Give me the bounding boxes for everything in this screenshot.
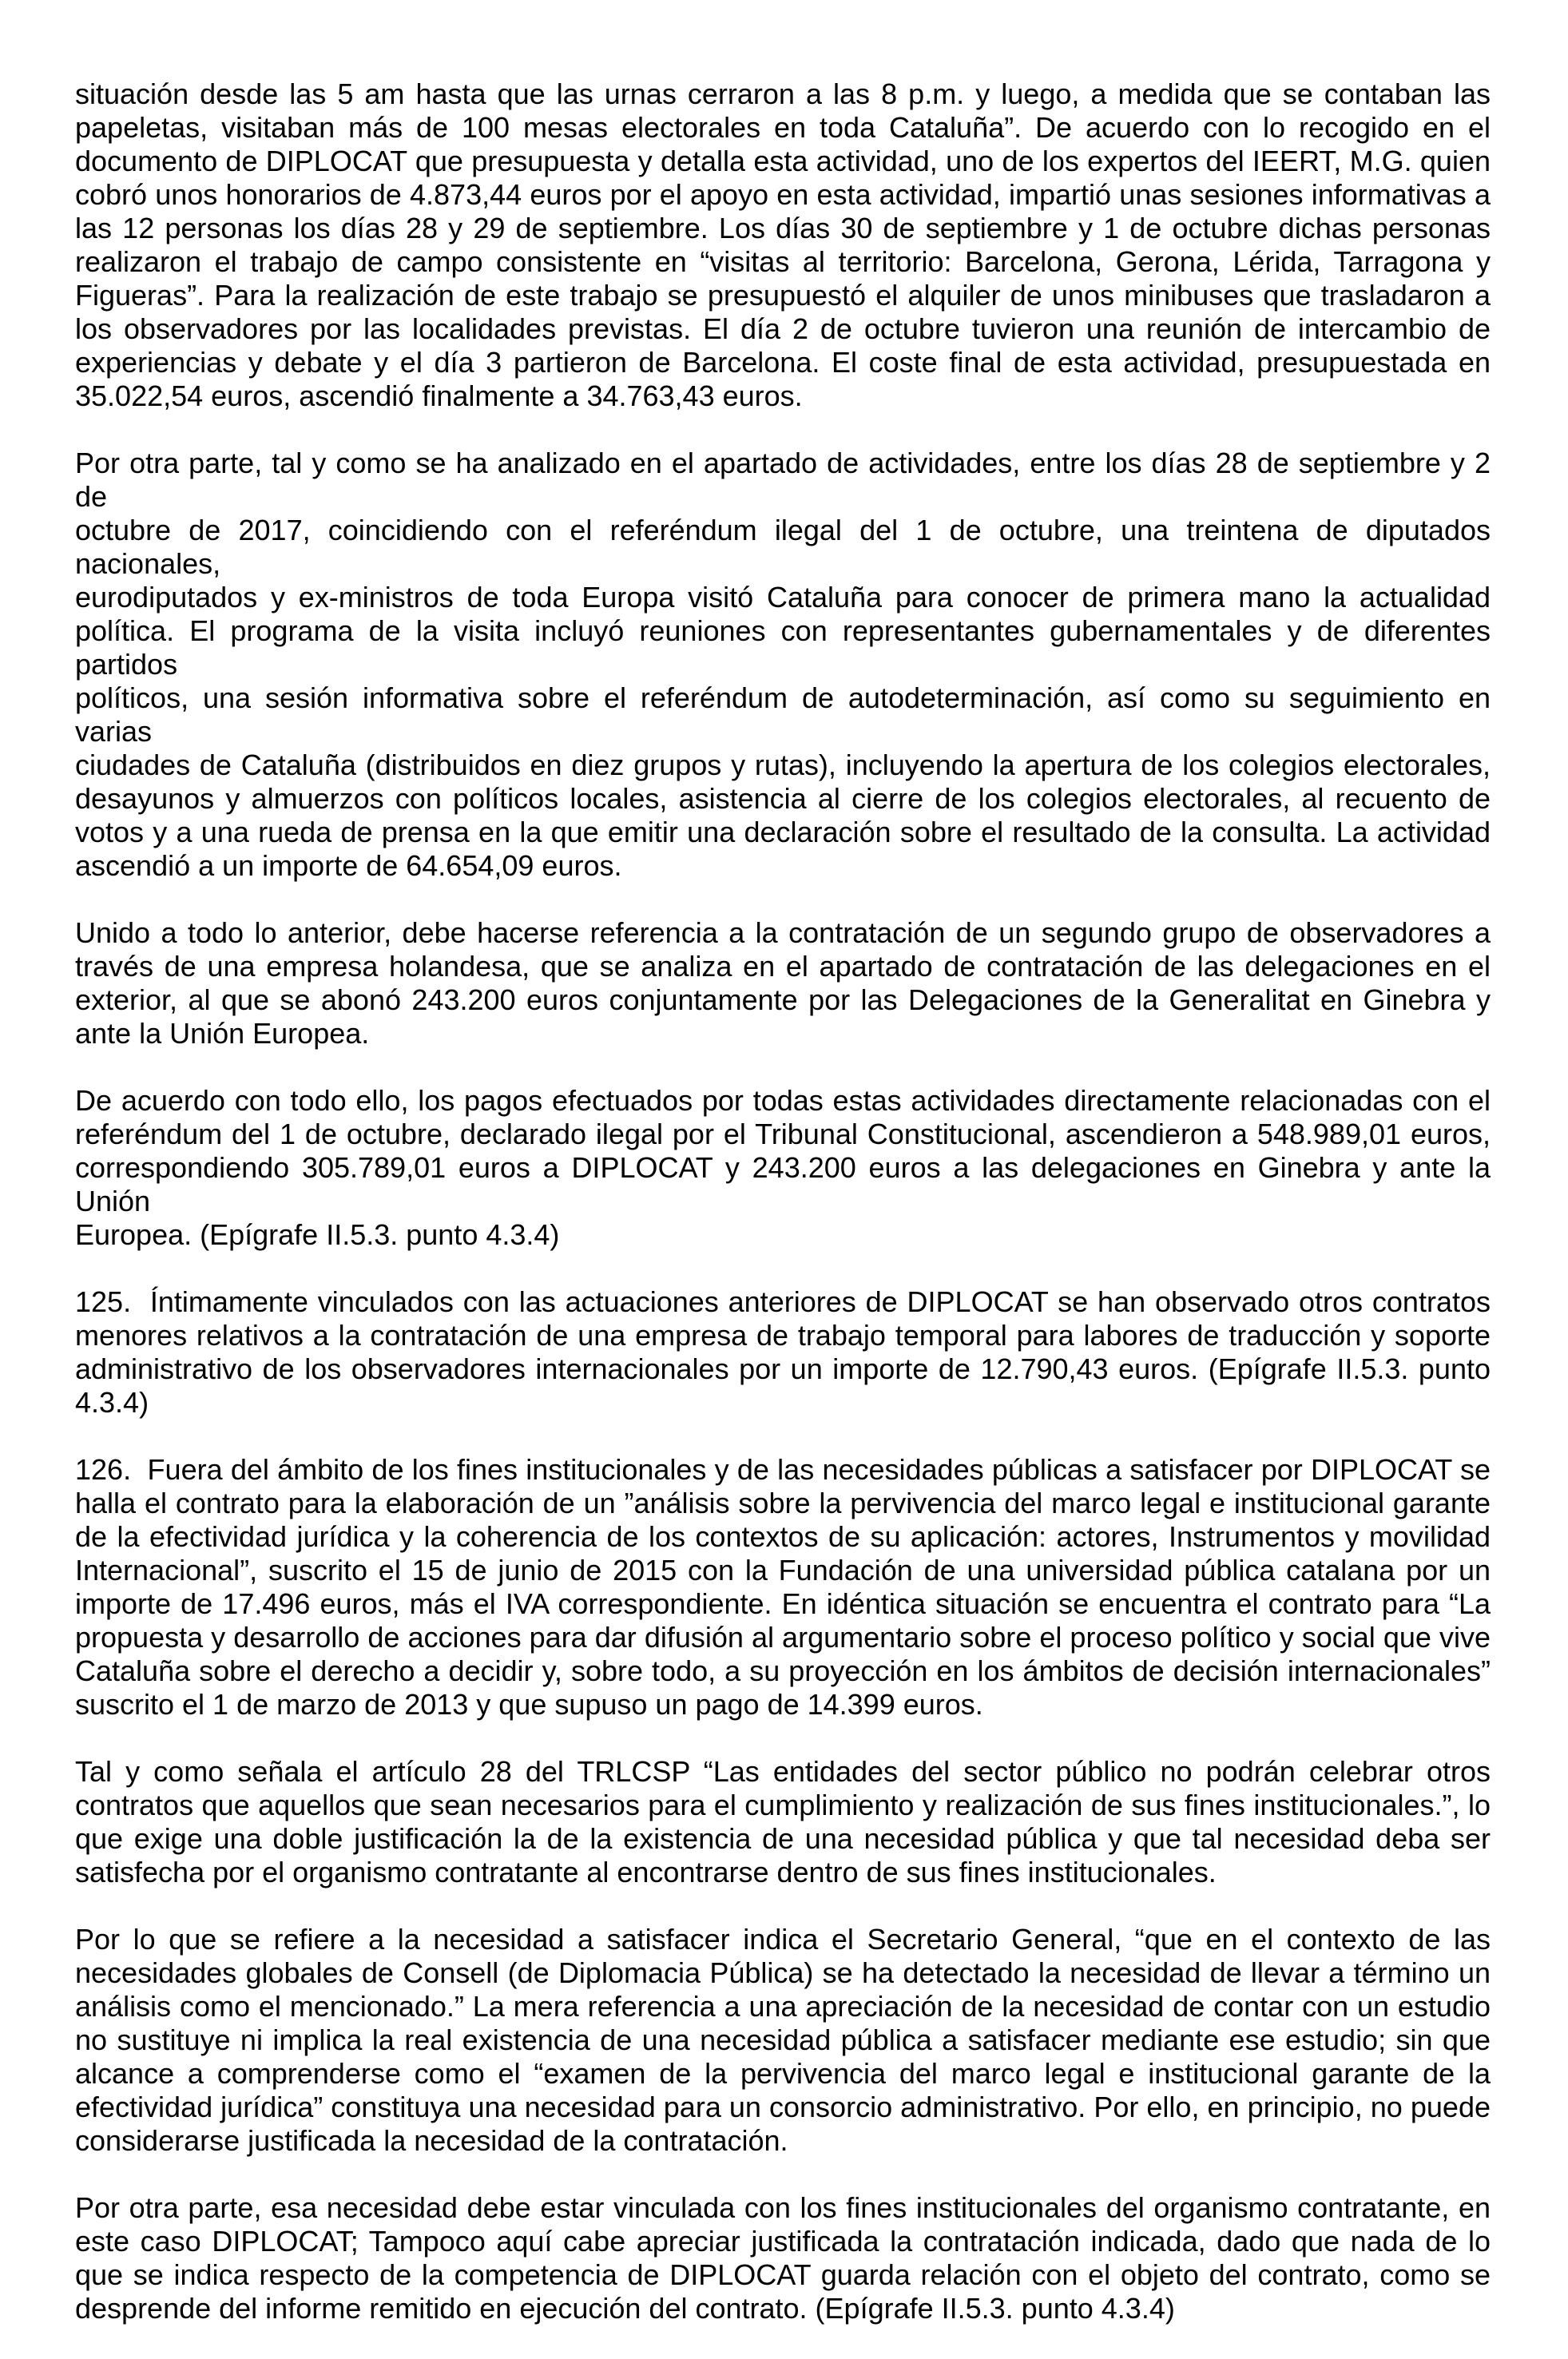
- paragraph: [75, 916, 1491, 1050]
- text-line: eurodiputados y ex-ministros de toda Europa visitó Cataluña para conocer de primera mano la actualidad: [75, 581, 1491, 614]
- paragraph: [75, 77, 1491, 413]
- paragraph: [75, 1755, 1491, 1889]
- text-line: De acuerdo con todo ello, los pagos efectuados por todas estas actividades directamente relacionadas con el: [75, 1084, 1491, 1117]
- text-line: 4.3.4): [75, 1386, 149, 1419]
- text-line: realizaron el trabajo de campo consistente en “visitas al territorio: Barcelona, Gerona, Lérida, Tarragona y: [75, 245, 1491, 278]
- paragraph: [75, 1453, 1491, 1722]
- text-line: que se indica respecto de la competencia de DIPLOCAT guarda relación con el objeto del contrato, como se: [75, 2258, 1491, 2291]
- paragraph: [75, 447, 1491, 883]
- text-line: referéndum del 1 de octubre, declarado ilegal por el Tribunal Constitucional, ascendieron a 548.989,01 euros,: [75, 1118, 1491, 1150]
- text-line: Unido a todo lo anterior, debe hacerse referencia a la contratación de un segundo grupo de observadores a: [75, 916, 1491, 949]
- text-line: necesidades globales de Consell (de Diplomacia Pública) se ha detectado la necesidad de llevar a término un: [75, 1956, 1491, 1989]
- text-line: octubre de 2017, coincidiendo con el referéndum ilegal del 1 de octubre, una treintena de diputados nacionales,: [75, 514, 1491, 580]
- text-line: políticos, una sesión informativa sobre el referéndum de autodeterminación, así como su seguimiento en varias: [75, 681, 1491, 748]
- text-line: que exige una doble justificación la de la existencia de una necesidad pública y que tal necesidad deba ser: [75, 1822, 1491, 1855]
- text-line: ascendió a un importe de 64.654,09 euros.: [75, 849, 622, 882]
- text-line: correspondiendo 305.789,01 euros a DIPLOCAT y 243.200 euros a las delegaciones en Ginebra y ante la Unión: [75, 1151, 1491, 1217]
- text-line: 125. Íntimamente vinculados con las actuaciones anteriores de DIPLOCAT se han observado otros contratos: [75, 1285, 1491, 1318]
- text-line: votos y a una rueda de prensa en la que emitir una declaración sobre el resultado de la consulta. La actividad: [75, 816, 1491, 848]
- paragraph: [75, 1285, 1491, 1420]
- text-line: papeletas, visitaban más de 100 mesas electorales en toda Cataluña”. De acuerdo con lo recogido en el: [75, 111, 1491, 144]
- text-line: Figueras”. Para la realización de este trabajo se presupuestó el alquiler de unos minibuses que trasladaron a: [75, 279, 1491, 312]
- text-line: halla el contrato para la elaboración de un ”análisis sobre la pervivencia del marco legal e institucional garante: [75, 1487, 1491, 1519]
- text-line: los observadores por las localidades previstas. El día 2 de octubre tuvieron una reunión de intercambio de: [75, 312, 1491, 345]
- text-line: desprende del informe remitido en ejecución del contrato. (Epígrafe II.5.3. punto 4.3.4): [75, 2292, 1175, 2325]
- text-line: Cataluña sobre el derecho a decidir y, sobre todo, a su proyección en los ámbitos de decisión internacionales”: [75, 1654, 1491, 1687]
- text-line: ante la Unión Europea.: [75, 1017, 370, 1050]
- text-line: no sustituye ni implica la real existencia de una necesidad pública a satisfacer mediante ese estudio; sin que: [75, 2023, 1491, 2056]
- text-line: través de una empresa holandesa, que se analiza en el apartado de contratación de las delegaciones en el: [75, 950, 1491, 983]
- text-line: alcance a comprenderse como el “examen de la pervivencia del marco legal e institucional garante de la: [75, 2057, 1491, 2090]
- text-line: efectividad jurídica” constituya una necesidad para un consorcio administrativo. Por ello, en principio, no puede: [75, 2091, 1491, 2123]
- text-line: de la efectividad jurídica y la coherencia de los contextos de su aplicación: actores, Instrumentos y movilidad: [75, 1520, 1491, 1553]
- text-line: Por otra parte, esa necesidad debe estar vinculada con los fines institucionales del organismo contratante, en: [75, 2191, 1491, 2224]
- text-line: situación desde las 5 am hasta que las urnas cerraron a las 8 p.m. y luego, a medida que se contaban las: [75, 77, 1491, 110]
- paragraph: [75, 2191, 1491, 2325]
- text-line: suscrito el 1 de marzo de 2013 y que supuso un pago de 14.399 euros.: [75, 1688, 983, 1721]
- paragraph: [75, 1084, 1491, 1252]
- text-line: desayunos y almuerzos con políticos locales, asistencia al cierre de los colegios electorales, al recuento de: [75, 782, 1491, 815]
- text-line: Europea. (Epígrafe II.5.3. punto 4.3.4): [75, 1218, 560, 1251]
- text-line: análisis como el mencionado.” La mera referencia a una apreciación de la necesidad de contar con un estudio: [75, 1990, 1491, 2023]
- text-line: experiencias y debate y el día 3 partieron de Barcelona. El coste final de esta actividad, presupuestada en: [75, 346, 1491, 379]
- text-line: Por otra parte, tal y como se ha analizado en el apartado de actividades, entre los días 28 de septiembre y 2 de: [75, 447, 1491, 513]
- text-line: política. El programa de la visita incluyó reuniones con representantes gubernamentales y de diferentes partidos: [75, 614, 1491, 681]
- text-line: las 12 personas los días 28 y 29 de septiembre. Los días 30 de septiembre y 1 de octubre dichas personas: [75, 212, 1491, 244]
- text-line: importe de 17.496 euros, más el IVA correspondiente. En idéntica situación se encuentra el contrato para “La: [75, 1587, 1491, 1620]
- text-line: propuesta y desarrollo de acciones para dar difusión al argumentario sobre el proceso político y social que vive: [75, 1621, 1491, 1654]
- text-line: Por lo que se refiere a la necesidad a satisfacer indica el Secretario General, “que en el contexto de las: [75, 1923, 1491, 1956]
- text-line: considerarse justificada la necesidad de la contratación.: [75, 2124, 788, 2157]
- text-line: ciudades de Cataluña (distribuidos en diez grupos y rutas), incluyendo la apertura de los colegios electorales,: [75, 749, 1491, 781]
- text-line: exterior, al que se abonó 243.200 euros conjuntamente por las Delegaciones de la Generalitat en Ginebra y: [75, 983, 1491, 1016]
- text-line: satisfecha por el organismo contratante al encontrarse dentro de sus fines institucionales.: [75, 1856, 1217, 1888]
- text-line: cobró unos honorarios de 4.873,44 euros por el apoyo en esta actividad, impartió unas sesiones informativas a: [75, 178, 1491, 211]
- document-page: [75, 77, 1491, 2359]
- text-line: Tal y como señala el artículo 28 del TRLCSP “Las entidades del sector público no podrán celebrar otros: [75, 1755, 1491, 1788]
- paragraph: [75, 1923, 1491, 2158]
- text-line: Internacional”, suscrito el 15 de junio de 2015 con la Fundación de una universidad pública catalana por un: [75, 1554, 1491, 1587]
- text-line: 35.022,54 euros, ascendió finalmente a 34.763,43 euros.: [75, 379, 803, 412]
- text-line: documento de DIPLOCAT que presupuesta y detalla esta actividad, uno de los expertos del IEERT, M.G. quien: [75, 145, 1491, 177]
- text-line: menores relativos a la contratación de una empresa de trabajo temporal para labores de traducción y soporte: [75, 1319, 1491, 1352]
- text-line: contratos que aquellos que sean necesarios para el cumplimiento y realización de sus fines institucionales.”, lo: [75, 1789, 1491, 1821]
- text-line: 126. Fuera del ámbito de los fines institucionales y de las necesidades públicas a satisfacer por DIPLOCAT se: [75, 1453, 1491, 1486]
- text-line: este caso DIPLOCAT; Tampoco aquí cabe apreciar justificada la contratación indicada, dado que nada de lo: [75, 2225, 1491, 2258]
- text-line: administrativo de los observadores internacionales por un importe de 12.790,43 euros. (Epígrafe II.5.3. punto: [75, 1352, 1491, 1385]
